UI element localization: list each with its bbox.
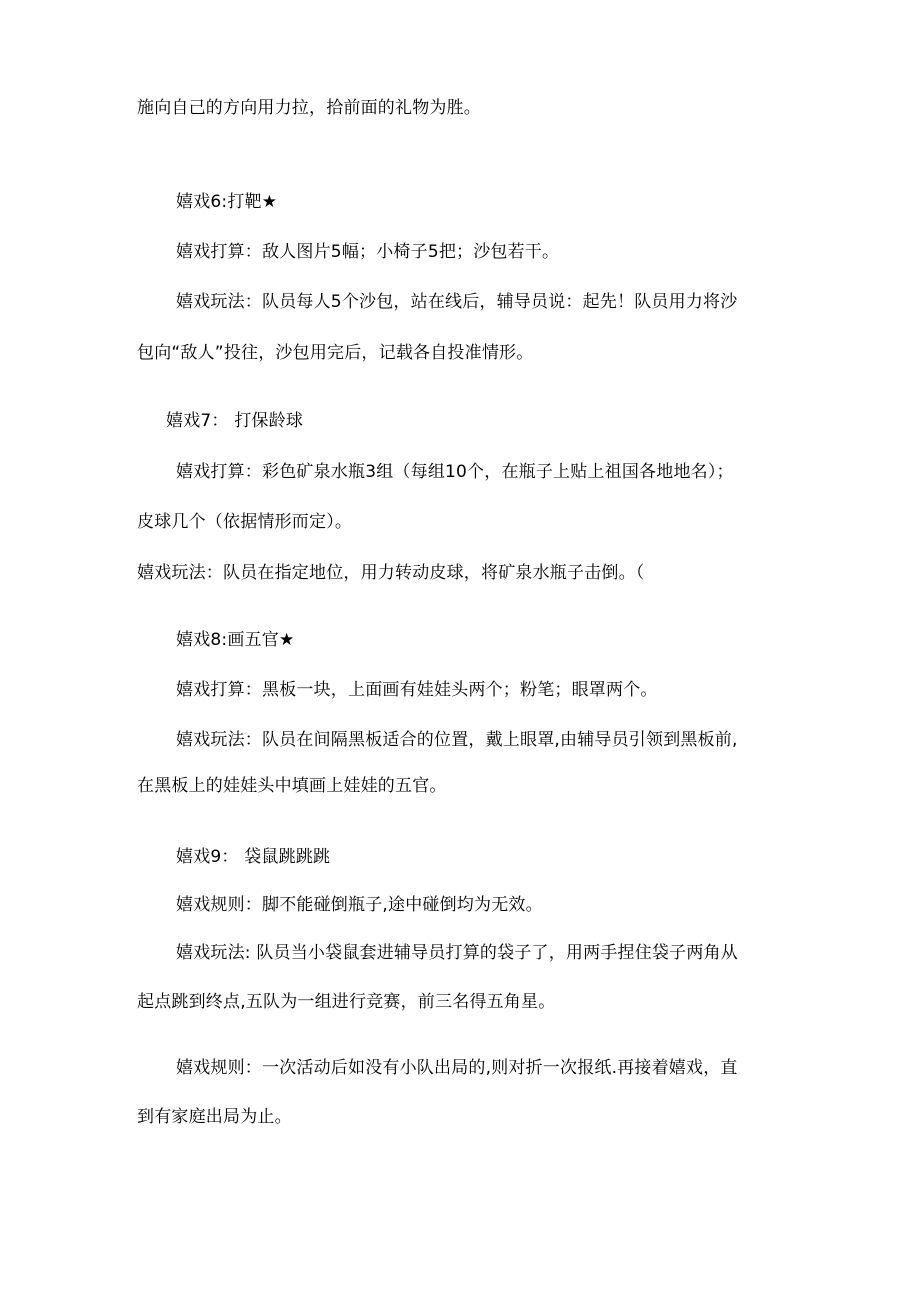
text-line: 嬉戏玩法：队员在间隔黑板适合的位置，戴上眼罩,由辅导员引领到黑板前, (176, 730, 738, 750)
text-line: 包向“敌人”投往，沙包用完后，记载各自投准情形。 (137, 343, 534, 363)
text-line: 皮球几个（依据情形而定）。 (137, 512, 353, 532)
section-heading-game-9: 嬉戏9： 袋鼠跳跳跳 (176, 847, 331, 867)
text-line: 嬉戏打算：黑板一块，上面画有娃娃头两个；粉笔；眼罩两个。 (176, 680, 658, 700)
text-line: 在黑板上的娃娃头中填画上娃娃的五官。 (137, 776, 447, 796)
text-line: 嬉戏玩法: 队员当小袋鼠套进辅导员打算的袋子了，用两手捏住袋子两角从 (176, 943, 738, 963)
text-line: 嬉戏玩法：队员在指定地位，用力转动皮球，将矿泉水瓶子击倒。（ (137, 563, 645, 583)
text-line: 到有家庭出局为止。 (137, 1107, 292, 1127)
text-line: 嬉戏规则：一次活动后如没有小队出局的,则对折一次报纸.再接着嬉戏，直 (176, 1058, 738, 1078)
text-line: 起点跳到终点,五队为一组进行竞赛，前三名得五角星。 (137, 992, 556, 1012)
text-line: 嬉戏规则：脚不能碰倒瓶子,途中碰倒均为无效。 (176, 895, 543, 915)
text-line: 施向自己的方向用力拉，拾前面的礼物为胜。 (137, 98, 481, 118)
section-heading-game-8: 嬉戏8:画五官★ (176, 630, 295, 650)
text-line: 嬉戏打算：敌人图片5幅；小椅子5把；沙包若干。 (176, 242, 560, 262)
section-heading-game-7: 嬉戏7： 打保龄球 (166, 411, 304, 431)
section-heading-game-6: 嬉戏6:打靶★ (176, 192, 278, 212)
text-line: 嬉戏玩法：队员每人5个沙包，站在线后，辅导员说：起先！队员用力将沙 (176, 292, 738, 312)
text-line: 嬉戏打算：彩色矿泉水瓶3组（每组10个，在瓶子上贴上祖国各地地名）； (176, 462, 734, 482)
